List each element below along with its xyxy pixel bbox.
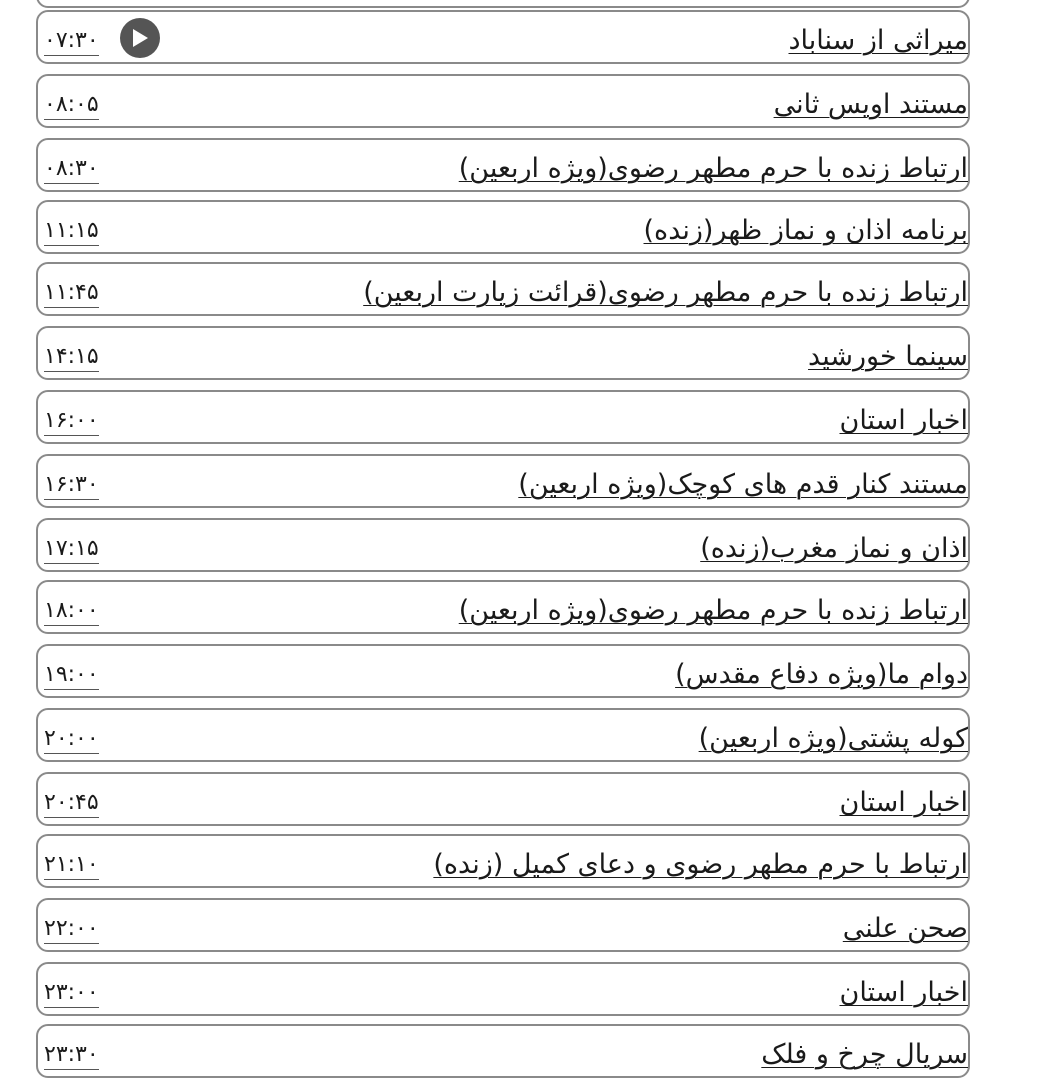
- program-time: ۱۹:۰۰: [44, 662, 99, 690]
- play-button[interactable]: [120, 18, 160, 58]
- program-time: ۲۲:۰۰: [44, 916, 99, 944]
- program-title: اذان و نماز مغرب(زنده): [700, 533, 968, 564]
- schedule-row[interactable]: [36, 390, 970, 444]
- schedule-row[interactable]: [36, 708, 970, 762]
- program-time: ۱۸:۰۰: [44, 598, 99, 626]
- program-title: ارتباط زنده با حرم مطهر رضوی(قرائت زیارت اربعین): [363, 277, 968, 308]
- program-time: ۱۷:۱۵: [44, 536, 99, 564]
- program-time: ۰۸:۰۵: [44, 92, 99, 120]
- program-time: ۰۷:۳۰: [44, 28, 99, 56]
- program-title: مستند کنار قدم های کوچک(ویژه اربعین): [518, 469, 968, 500]
- schedule-row[interactable]: [36, 200, 970, 254]
- program-title: برنامه اذان و نماز ظهر(زنده): [643, 215, 968, 246]
- schedule-row[interactable]: [36, 138, 970, 192]
- program-title: ارتباط زنده با حرم مطهر رضوی(ویژه اربعین): [458, 153, 968, 184]
- program-time: ۲۳:۳۰: [44, 1042, 99, 1070]
- play-icon: [130, 27, 150, 49]
- program-title: مستند اویس ثانی: [773, 89, 968, 120]
- program-time: ۱۶:۳۰: [44, 472, 99, 500]
- program-time: ۲۳:۰۰: [44, 980, 99, 1008]
- program-title: اخبار استان: [839, 977, 968, 1008]
- program-title: اخبار استان: [839, 787, 968, 818]
- program-time: ۱۴:۱۵: [44, 344, 99, 372]
- schedule-row[interactable]: [36, 262, 970, 316]
- schedule-row[interactable]: [36, 1024, 970, 1078]
- program-time: ۱۱:۱۵: [44, 218, 99, 246]
- program-title: اخبار استان: [839, 405, 968, 436]
- program-time: ۱۶:۰۰: [44, 408, 99, 436]
- program-title: ارتباط با حرم مطهر رضوی و دعای کمیل (زنده): [433, 849, 968, 880]
- program-time: ۰۸:۳۰: [44, 156, 99, 184]
- schedule-row[interactable]: [36, 772, 970, 826]
- schedule-row[interactable]: [36, 454, 970, 508]
- program-time: ۲۱:۱۰: [44, 852, 99, 880]
- schedule-row[interactable]: [36, 74, 970, 128]
- schedule-row[interactable]: [36, 580, 970, 634]
- program-time: ۲۰:۴۵: [44, 790, 99, 818]
- program-time: ۲۰:۰۰: [44, 726, 99, 754]
- schedule-row[interactable]: [36, 898, 970, 952]
- program-title: دوام ما(ویژه دفاع مقدس): [675, 659, 968, 690]
- schedule-row[interactable]: [36, 326, 970, 380]
- program-time: ۱۱:۴۵: [44, 280, 99, 308]
- schedule-row[interactable]: [36, 10, 970, 64]
- program-title: سریال چرخ و فلک: [761, 1039, 968, 1070]
- schedule-row[interactable]: [36, 962, 970, 1016]
- schedule-row[interactable]: [36, 644, 970, 698]
- schedule-row[interactable]: [36, 834, 970, 888]
- program-title: کوله پشتی(ویژه اربعین): [698, 723, 968, 754]
- schedule-row[interactable]: [36, 518, 970, 572]
- program-title: سینما خورشید: [808, 341, 968, 372]
- program-title: صحن علنی: [842, 913, 968, 944]
- program-title: میراثی از سناباد: [788, 25, 968, 56]
- schedule-row-partial: [36, 0, 970, 8]
- program-title: ارتباط زنده با حرم مطهر رضوی(ویژه اربعین): [458, 595, 968, 626]
